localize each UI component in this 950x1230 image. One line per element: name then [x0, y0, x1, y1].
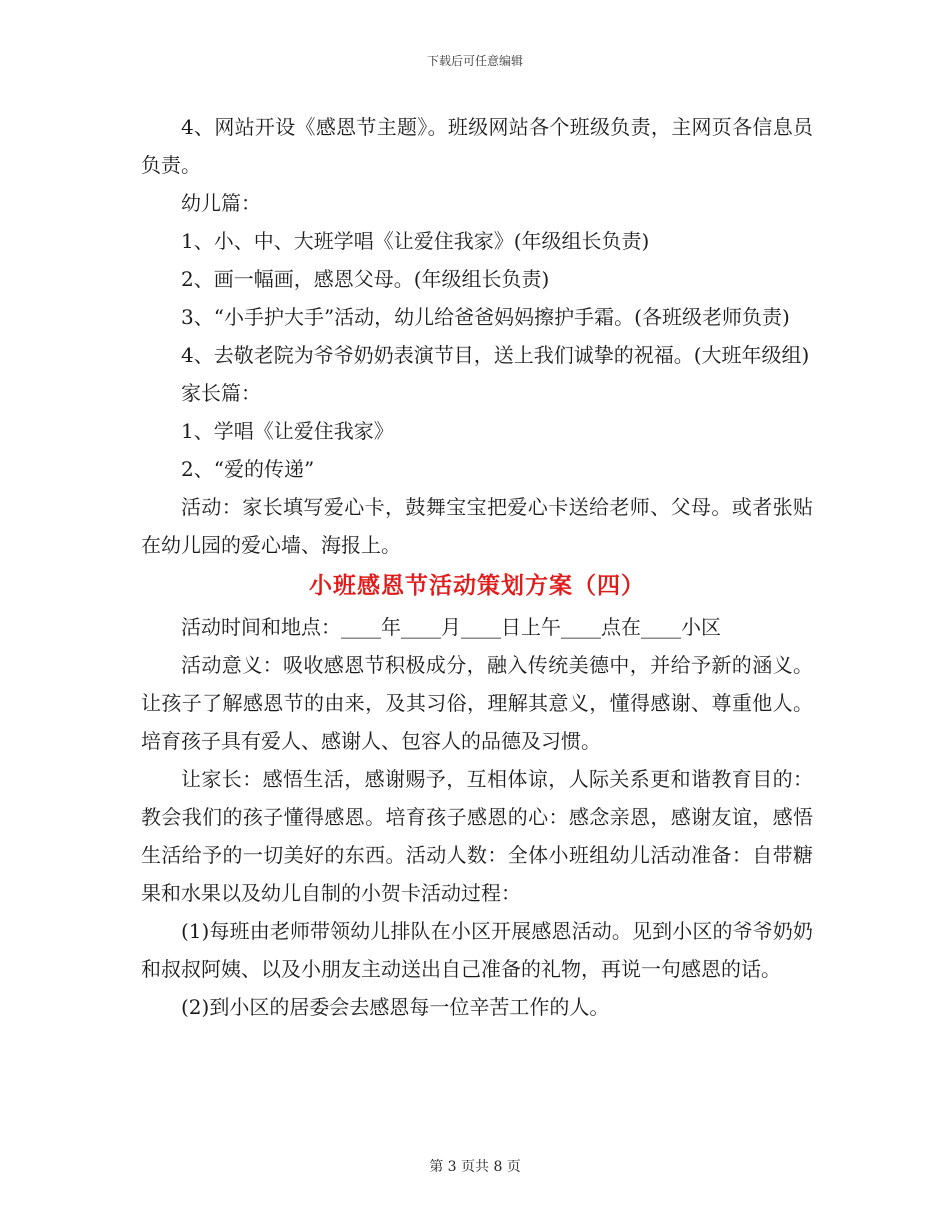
paragraph: 1、学唱《让爱住我家》 — [181, 419, 394, 443]
paragraph: 4、去敬老院为爷爷奶奶表演节目，送上我们诚挚的祝福。(大班年级组) — [181, 343, 810, 367]
section-title: 小班感恩节活动策划方案（四） — [309, 573, 645, 599]
paragraph: 活动意义：吸收感恩节积极成分，融入传统美德中，并给予新的涵义。让孩子了解感恩节的由来，及其习俗，理解其意义，懂得感谢、尊重他人。培育孩子具有爱人、感谢人、包容人的品德及习惯。 — [141, 653, 813, 753]
page-footer: 第 3 页共 8 页 — [429, 1159, 521, 1175]
paragraph: 活动时间和地点：____年____月____日上午____点在____小区 — [181, 615, 721, 639]
document-body — [141, 108, 813, 1026]
section-heading-parents: 家长篇： — [181, 381, 261, 405]
paragraph: (1)每班由老师带领幼儿排队在小区开展感恩活动。见到小区的爷爷奶奶和叔叔阿姨、以及小朋友主动送出自己准备的礼物，再说一句感恩的话。 — [141, 919, 813, 981]
paragraph: 让家长：感悟生活，感谢赐予，互相体谅，人际关系更和谐教育目的：教会我们的孩子懂得感恩。培育孩子感恩的心：感念亲恩，感谢友谊，感悟生活给予的一切美好的东西。活动人数：全体小班组幼儿活动准备：自带糖果和水果以及幼儿自制的小贺卡活动过程： — [141, 767, 813, 905]
paragraph: (2)到小区的居委会去感恩每一位辛苦工作的人。 — [181, 995, 610, 1019]
paragraph: 1、小、中、大班学唱《让爱住我家》(年级组长负责) — [181, 229, 650, 253]
paragraph: 2、画一幅画，感恩父母。(年级组长负责) — [181, 267, 550, 291]
paragraph: 3、“小手护大手”活动，幼儿给爸爸妈妈擦护手霜。(各班级老师负责) — [181, 305, 790, 329]
paragraph: 活动：家长填写爱心卡，鼓舞宝宝把爱心卡送给老师、父母。或者张贴在幼儿园的爱心墙、海报上。 — [141, 495, 813, 557]
page-header: 下载后可任意编辑 — [426, 54, 523, 68]
section-heading-children: 幼儿篇： — [181, 191, 261, 215]
paragraph: 4、网站开设《感恩节主题》。班级网站各个班级负责，主网页各信息员负责。 — [141, 115, 813, 177]
paragraph: 2、“爱的传递” — [181, 457, 315, 481]
